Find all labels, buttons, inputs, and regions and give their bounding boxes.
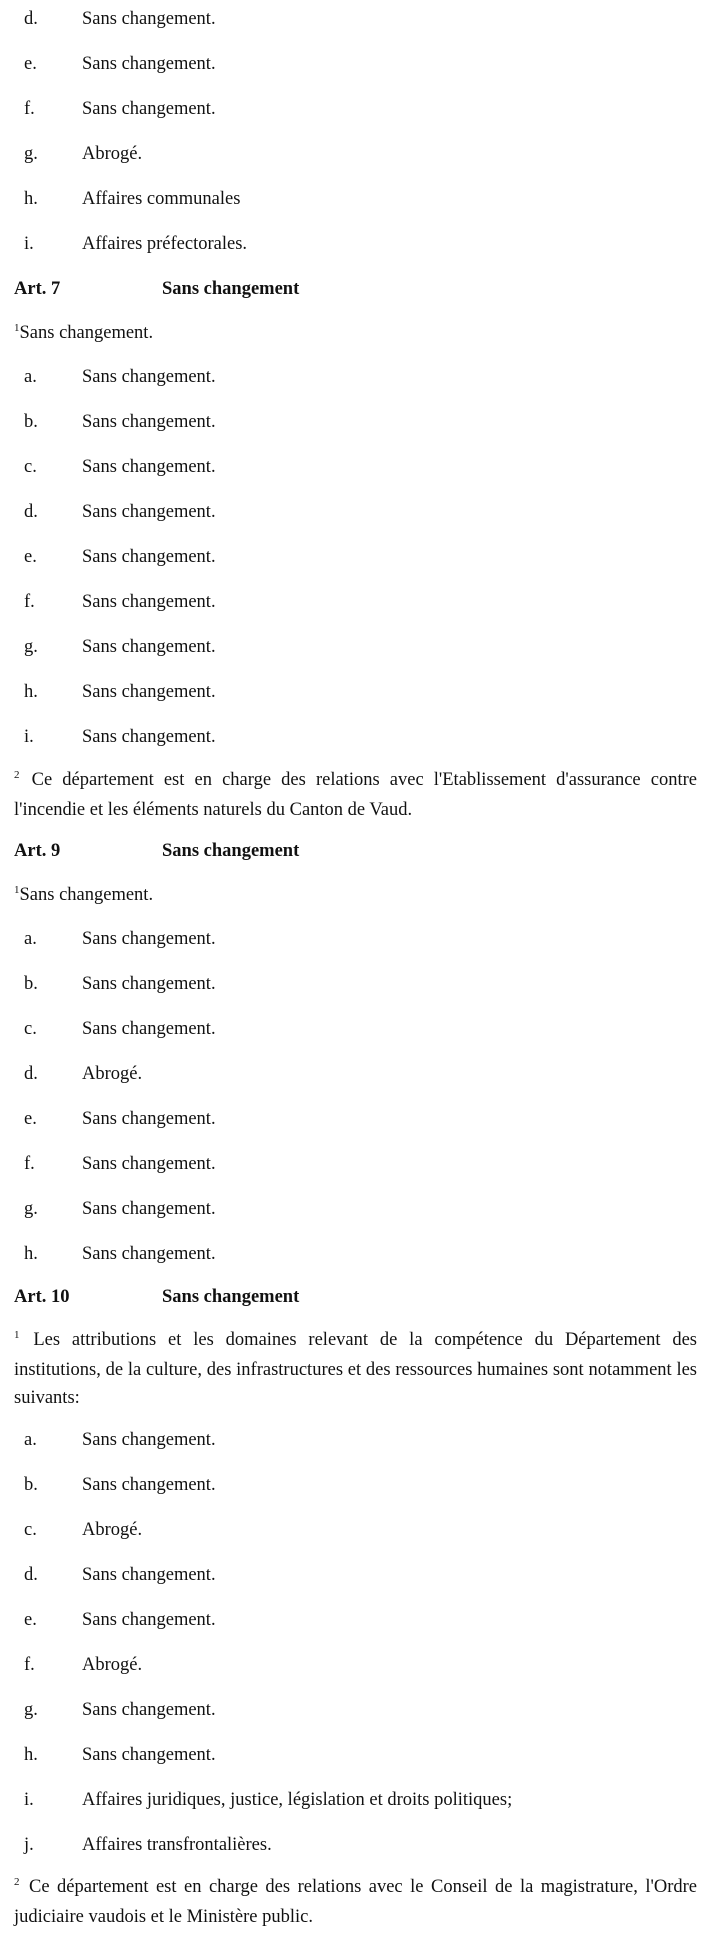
- list-item-text: Sans changement.: [82, 1244, 216, 1264]
- list-item-letter: d.: [24, 1064, 38, 1084]
- list-item: [0, 926, 713, 952]
- list-item-text: Abrogé.: [82, 144, 143, 164]
- list-item: [0, 724, 713, 750]
- list-item-letter: i.: [24, 727, 34, 747]
- paragraph-2: [14, 1873, 697, 1931]
- article-heading-7: [0, 276, 713, 302]
- list-item: [0, 1196, 713, 1222]
- list-item-letter: h.: [24, 1745, 38, 1765]
- article-heading-9: [0, 838, 713, 864]
- list-item-letter: e.: [24, 547, 37, 567]
- list-item-letter: f.: [24, 1655, 35, 1675]
- list-item-text: Sans changement.: [82, 412, 216, 432]
- list-item-text: Affaires juridiques, justice, législation et droits politiques;: [82, 1790, 513, 1810]
- list-item: [0, 1517, 713, 1543]
- paragraph-2: [14, 766, 697, 824]
- article-title: Sans changement: [162, 279, 300, 299]
- list-item-letter: g.: [24, 1199, 38, 1219]
- list-item-letter: h.: [24, 189, 38, 209]
- list-item: [0, 1562, 713, 1588]
- list-item-letter: f.: [24, 1154, 35, 1174]
- list-item-text: Sans changement.: [82, 457, 216, 477]
- list-item-letter: d.: [24, 502, 38, 522]
- paragraph-text: Ce département est en charge des relations avec l'Etablissement d'assurance contre l'incendie et les éléments naturels du Canton de Vaud.: [14, 770, 697, 820]
- list-item-text: Sans changement.: [82, 1745, 216, 1765]
- list-item-text: Sans changement.: [82, 1109, 216, 1129]
- list-item: [0, 454, 713, 480]
- article-number: Art. 7: [14, 279, 61, 299]
- list-item-text: Sans changement.: [82, 1700, 216, 1720]
- list-item: [0, 1697, 713, 1723]
- list-item-text: Sans changement.: [82, 682, 216, 702]
- list-item: [0, 1106, 713, 1132]
- list-item-letter: i.: [24, 234, 34, 254]
- list-item-text: Sans changement.: [82, 1199, 216, 1219]
- list-item-letter: h.: [24, 682, 38, 702]
- list-item: [0, 1742, 713, 1768]
- list-item: [0, 634, 713, 660]
- list-item-text: Sans changement.: [82, 592, 216, 612]
- list-item-text: Sans changement.: [82, 54, 216, 74]
- list-item-text: Sans changement.: [82, 727, 216, 747]
- paragraph-text: Ce département est en charge des relations avec le Conseil de la magistrature, l'Ordre judiciaire vaudois et le Ministère public.: [14, 1877, 698, 1927]
- list-item-letter: b.: [24, 974, 38, 994]
- list-item: [0, 6, 713, 32]
- list-item-letter: a.: [24, 367, 37, 387]
- paragraph-number: 2: [14, 769, 20, 781]
- list-item-text: Sans changement.: [82, 9, 216, 29]
- list-item: [0, 1652, 713, 1678]
- paragraph-number: 2: [14, 1876, 20, 1888]
- list-item-letter: f.: [24, 592, 35, 612]
- list-item-letter: f.: [24, 99, 35, 119]
- list-item-text: Sans changement.: [82, 974, 216, 994]
- list-item-letter: c.: [24, 1520, 37, 1540]
- article-title: Sans changement: [162, 841, 300, 861]
- list-item-letter: c.: [24, 1019, 37, 1039]
- list-item: [0, 1472, 713, 1498]
- paragraph-1: [14, 320, 153, 346]
- paragraph-text: Sans changement.: [19, 323, 154, 343]
- paragraph-number: 1: [14, 884, 20, 896]
- list-item-text: Sans changement.: [82, 1430, 216, 1450]
- list-item-text: Sans changement.: [82, 1019, 216, 1039]
- list-item-text: Abrogé.: [82, 1655, 143, 1675]
- list-item-text: Sans changement.: [82, 547, 216, 567]
- list-item-text: Affaires transfrontalières.: [82, 1835, 272, 1855]
- list-item-letter: b.: [24, 1475, 38, 1495]
- list-item: [0, 51, 713, 77]
- paragraph-text: Sans changement.: [19, 885, 154, 905]
- list-item: [0, 1151, 713, 1177]
- article-number: Art. 9: [14, 841, 61, 861]
- list-item-text: Abrogé.: [82, 1520, 143, 1540]
- list-item-letter: a.: [24, 929, 37, 949]
- list-item-letter: e.: [24, 54, 37, 74]
- list-item-text: Sans changement.: [82, 1154, 216, 1174]
- list-item-letter: d.: [24, 1565, 38, 1585]
- list-item-letter: b.: [24, 412, 38, 432]
- list-item: [0, 1427, 713, 1453]
- list-item: [0, 544, 713, 570]
- list-item-letter: g.: [24, 637, 38, 657]
- list-item-text: Sans changement.: [82, 99, 216, 119]
- list-item: [0, 589, 713, 615]
- list-item-text: Affaires communales: [82, 189, 241, 209]
- list-item-letter: d.: [24, 9, 38, 29]
- list-item-letter: g.: [24, 144, 38, 164]
- paragraph-number: 1: [14, 322, 20, 334]
- list-item-letter: c.: [24, 457, 37, 477]
- paragraph-1: [14, 882, 153, 908]
- article-heading-10: [0, 1284, 713, 1310]
- list-item: [0, 679, 713, 705]
- list-item-letter: e.: [24, 1109, 37, 1129]
- list-item: [0, 141, 713, 167]
- list-item-letter: a.: [24, 1430, 37, 1450]
- list-item-letter: g.: [24, 1700, 38, 1720]
- list-item: [0, 186, 713, 212]
- list-item-text: Sans changement.: [82, 1565, 216, 1585]
- list-item: [0, 409, 713, 435]
- list-item: [0, 499, 713, 525]
- list-item: [0, 1787, 713, 1813]
- list-item-letter: j.: [24, 1835, 34, 1855]
- list-item-text: Sans changement.: [82, 1610, 216, 1630]
- list-item-text: Sans changement.: [82, 1475, 216, 1495]
- article-number: Art. 10: [14, 1287, 70, 1307]
- list-item: [0, 1061, 713, 1087]
- list-item-text: Sans changement.: [82, 502, 216, 522]
- paragraph-text: Les attributions et les domaines relevant de la compétence du Département des institutions, de la culture, des infrastructures et des ressources humaines sont notamment les suivants:: [14, 1330, 698, 1408]
- list-item-text: Sans changement.: [82, 929, 216, 949]
- list-item: [0, 1607, 713, 1633]
- list-item-letter: i.: [24, 1790, 34, 1810]
- list-item-text: Sans changement.: [82, 367, 216, 387]
- list-item: [0, 1241, 713, 1267]
- list-item-letter: e.: [24, 1610, 37, 1630]
- list-item: [0, 1832, 713, 1858]
- list-item: [0, 231, 713, 257]
- paragraph-number: 1: [14, 1329, 20, 1341]
- list-item: [0, 1016, 713, 1042]
- paragraph-1: [14, 1326, 697, 1412]
- list-item: [0, 96, 713, 122]
- list-item-text: Affaires préfectorales.: [82, 234, 248, 254]
- list-item-text: Abrogé.: [82, 1064, 143, 1084]
- list-item-letter: h.: [24, 1244, 38, 1264]
- list-item: [0, 364, 713, 390]
- list-item: [0, 971, 713, 997]
- article-title: Sans changement: [162, 1287, 300, 1307]
- list-item-text: Sans changement.: [82, 637, 216, 657]
